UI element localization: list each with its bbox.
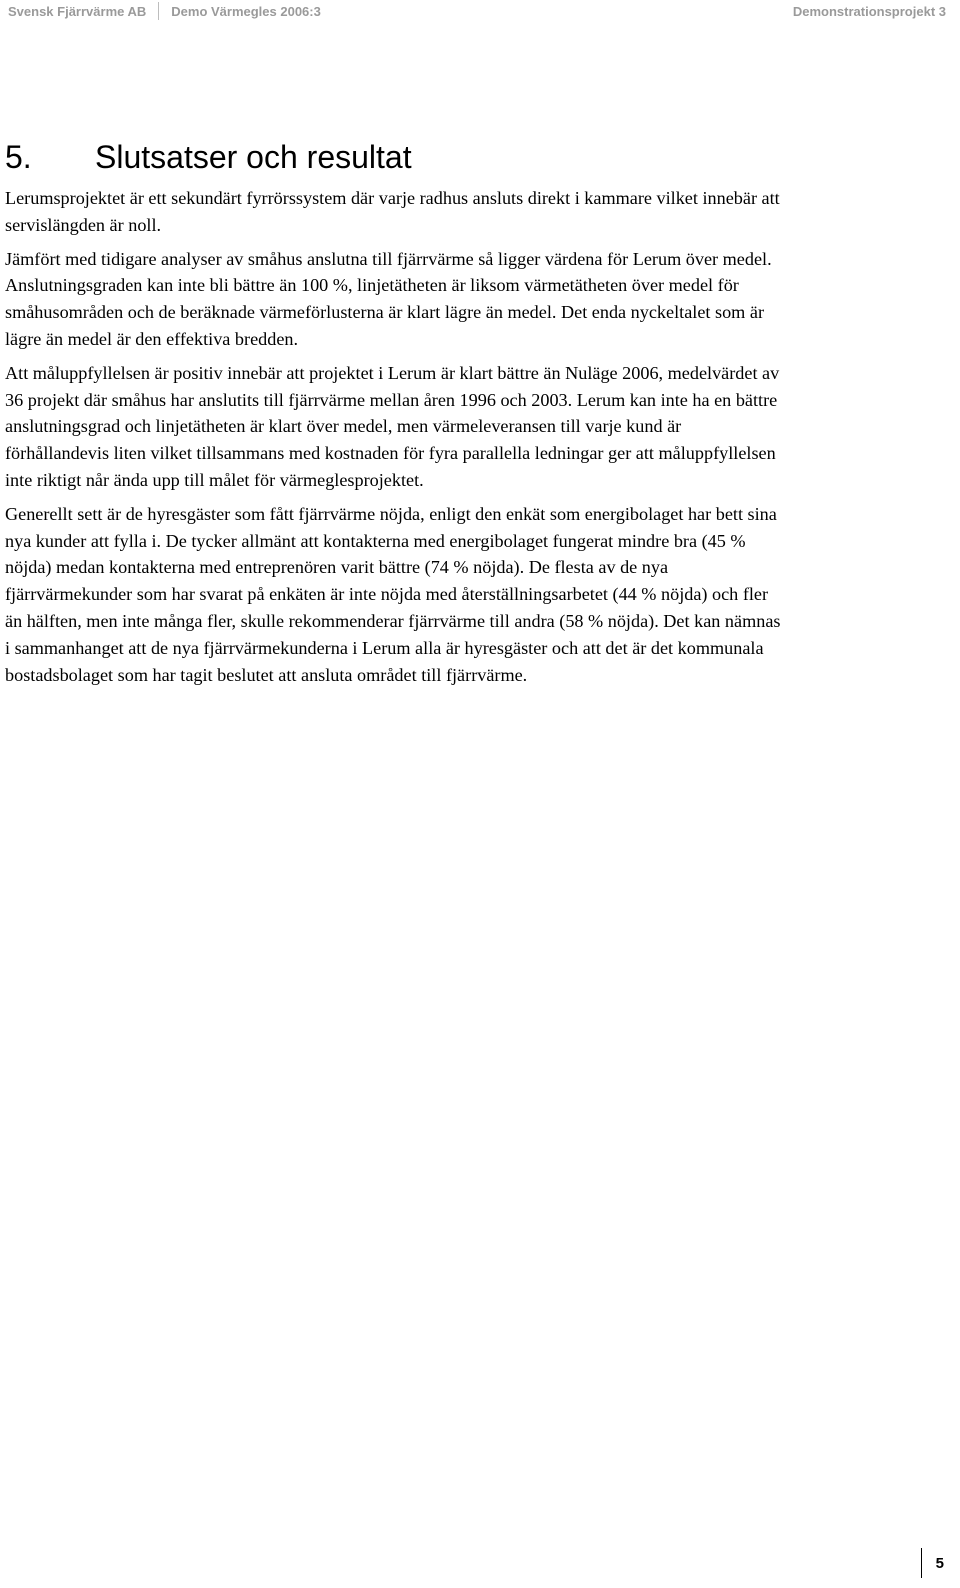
header-company: Svensk Fjärrvärme AB [8, 3, 147, 19]
page-footer [921, 1548, 944, 1578]
header-report-title: Demo Värmegles 2006:3 [171, 3, 321, 19]
footer-rule [921, 1548, 922, 1578]
page-number: 5 [935, 1554, 944, 1572]
paragraph: Lerumsprojektet är ett sekundärt fyrrörssystem där varje radhus ansluts direkt i kammare vilket innebär att servislängden är noll. [5, 188, 780, 235]
paragraph: Generellt sett är de hyresgäster som fått fjärrvärme nöjda, enligt den enkät som energibolaget har bett sina nya kunder att fylla i. De tycker allmänt att kontakterna med energibolaget fungerat mindre bra (45 % nöjda) medan kontakterna med entreprenören varit bättre (74 % nöjda). De flesta av de nya fjärrvärmekunder som har svarat på enkäten är inte nöjda med återställningsarbetet (44 % nöjda) och fler än hälften, men inte många fler, skulle rekommenderar fjärrvärme till andra (58 % nöjda). Det kan nämnas i sammanhanget att de nya fjärrvärmekunderna i Lerum alla är hyresgäster och att det är det kommunala bostadsbolaget som har tagit beslutet att ansluta området till fjärrvärme. [5, 503, 781, 685]
section-heading [5, 137, 412, 177]
section-number: 5. [5, 139, 32, 175]
page-header [8, 0, 946, 22]
section-title: Slutsatser och resultat [95, 139, 412, 175]
header-project: Demonstrationsprojekt 3 [792, 3, 946, 19]
body-text [5, 185, 785, 695]
header-separator [158, 2, 159, 20]
paragraph: Jämfört med tidigare analyser av småhus anslutna till fjärrvärme så ligger värdena för Lerum över medel. Anslutningsgraden kan inte bli bättre än 100 %, linjetätheten är liksom värmetätheten över medel för småhusområden och de beräknade värmeförlusterna är klart lägre än medel. Det enda nyckeltalet som är lägre än medel är den effektiva bredden. [5, 248, 772, 349]
paragraph: Att måluppfyllelsen är positiv innebär att projektet i Lerum är klart bättre än Nuläge 2006, medelvärdet av 36 projekt där småhus har anslutits till fjärrvärme mellan åren 1996 och 2003. Lerum kan inte ha en bättre anslutningsgrad och linjetätheten är klart över medel, men värmeleveransen till varje kund är förhållandevis liten vilket tillsammans med kostnaden för fyra parallella ledningar ger att måluppfyllelsen inte riktigt når ända upp till målet för värmeglesprojektet. [5, 362, 780, 490]
